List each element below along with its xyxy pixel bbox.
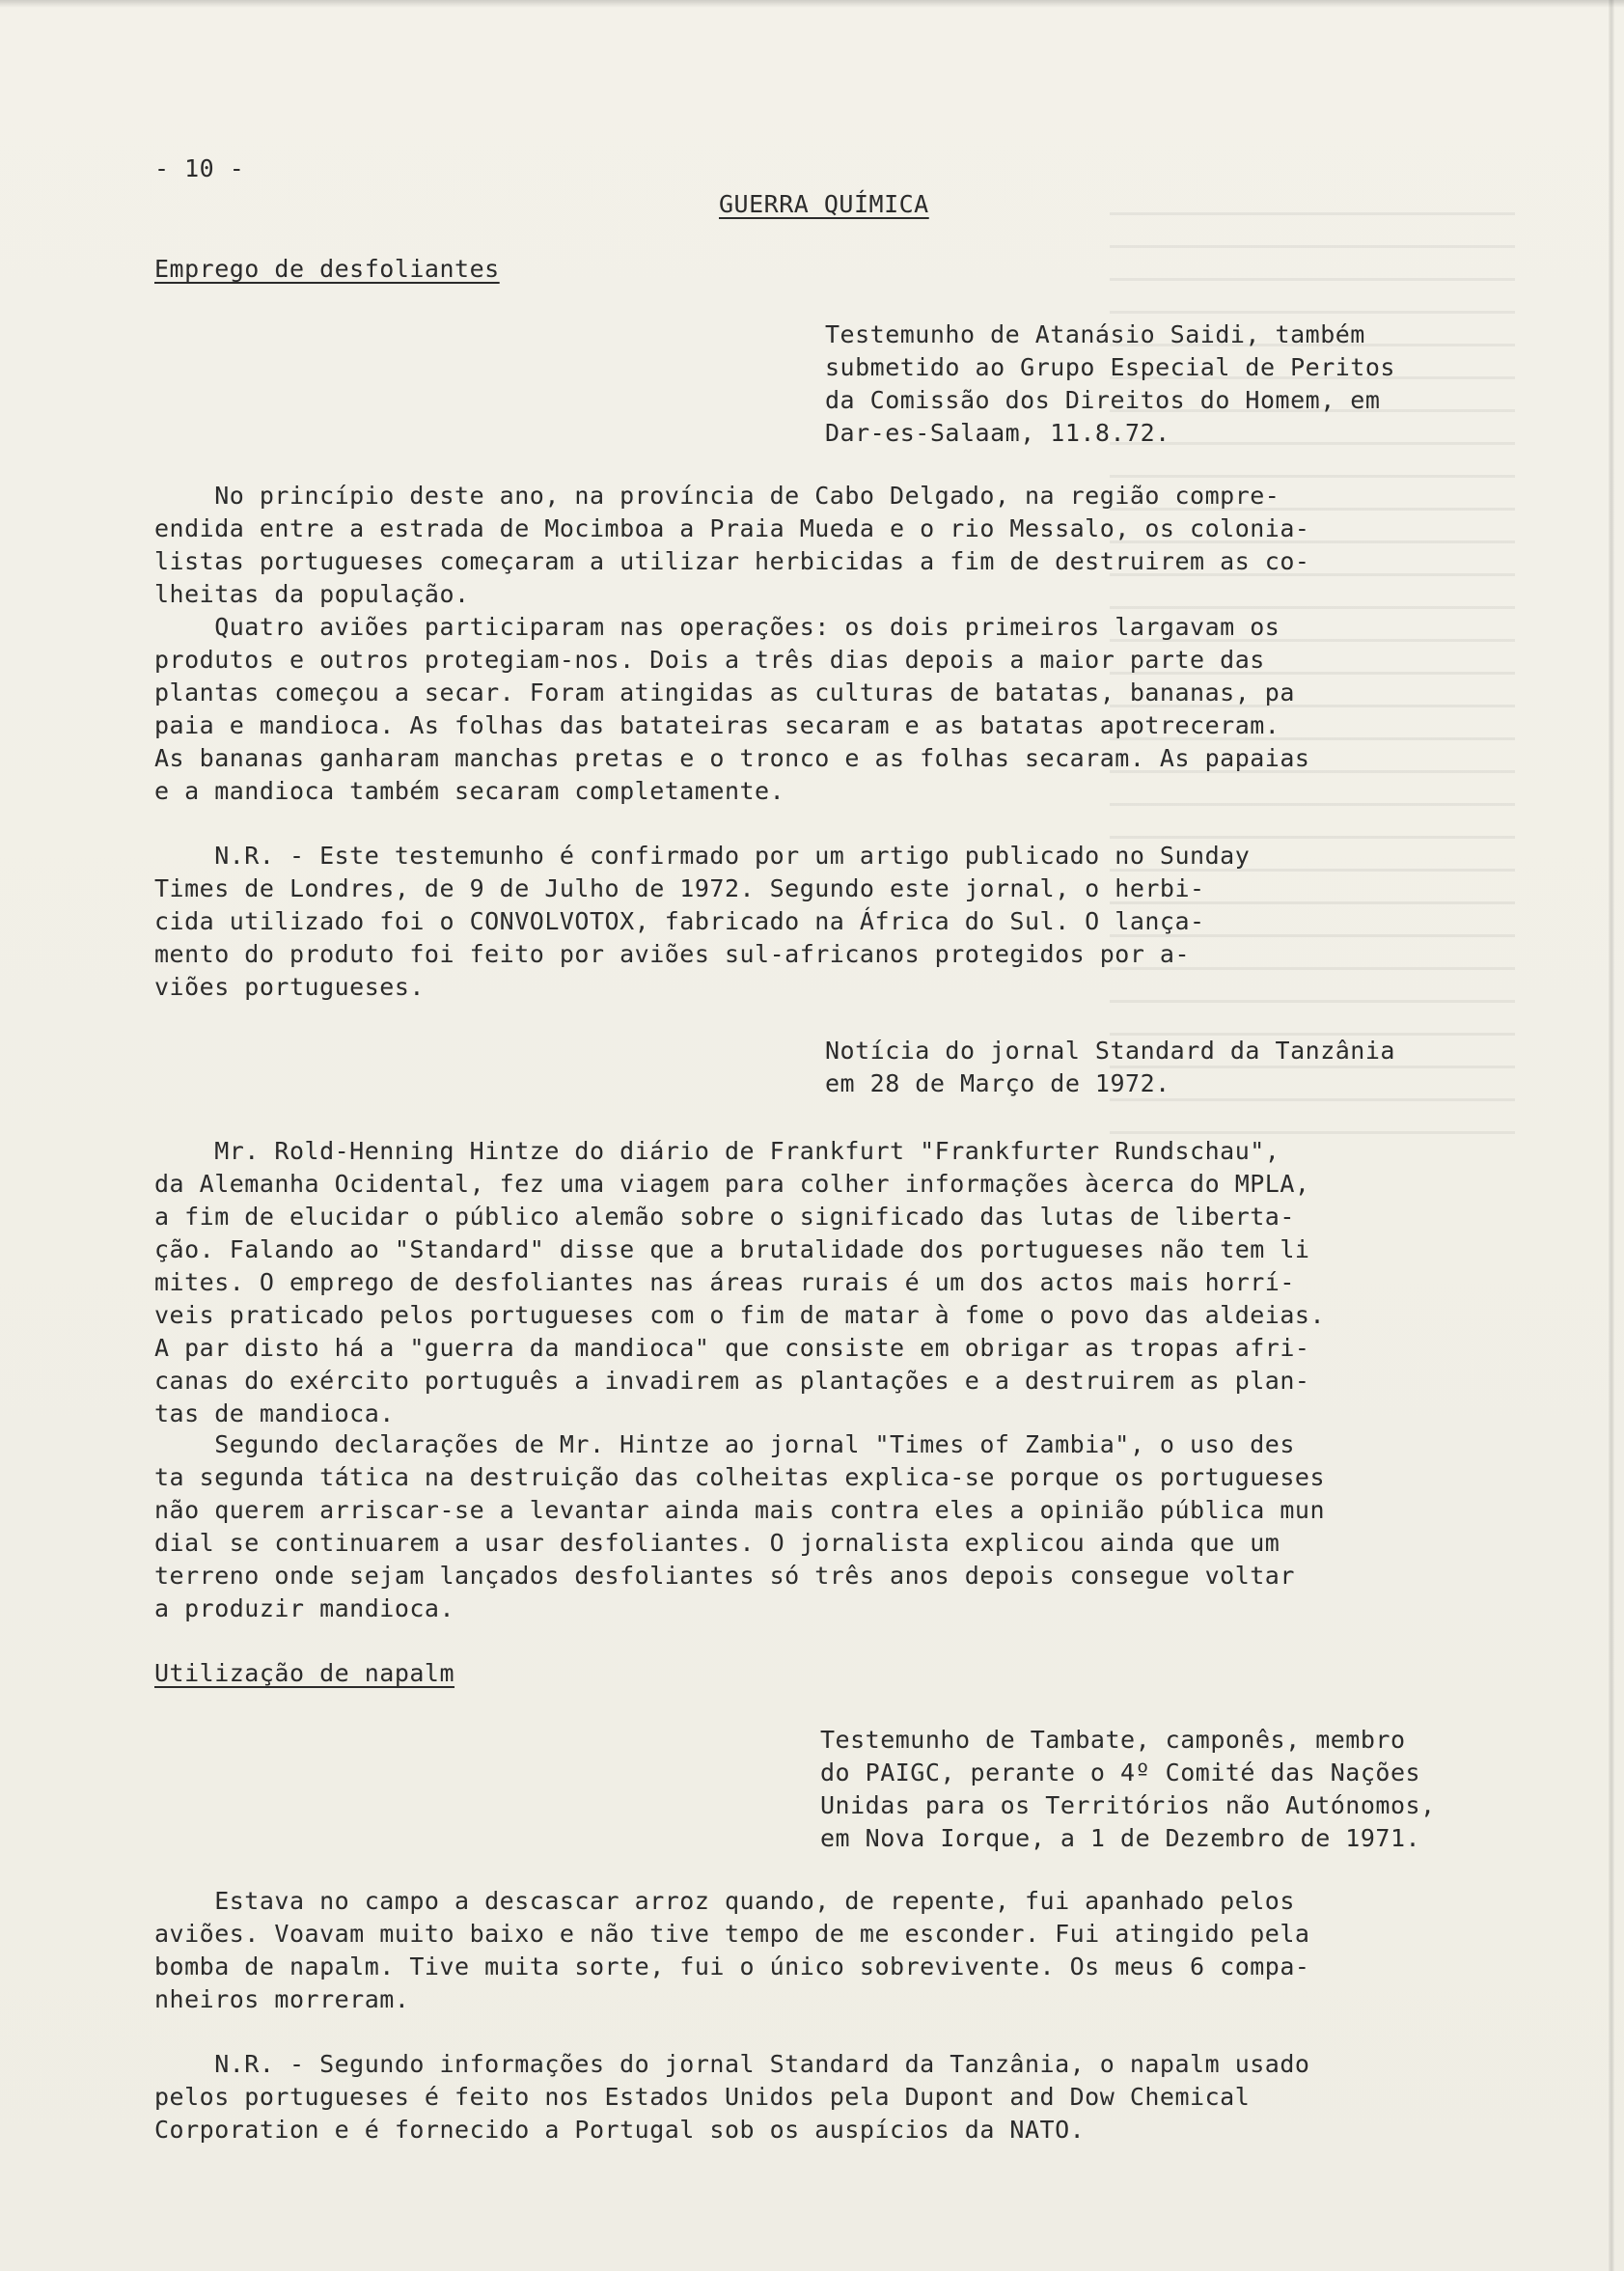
note-napalm-origin [154,2048,1309,2146]
testimony-line: do PAIGC, perante o 4º Comité das Nações [820,1759,1421,1786]
testimony-line: submetido ao Grupo Especial de Peritos [825,353,1395,381]
text-line: aviões. Voavam muito baixo e não tive tempo de me esconder. Fui atingido pela [154,1920,1310,1948]
text-line: Quatro aviões participaram nas operações: os dois primeiros largavam os [154,613,1280,641]
testimony-line: Dar-es-Salaam, 11.8.72. [825,419,1170,447]
page-top-edge [0,0,1624,8]
text-line: N.R. - Segundo informações do jornal Standard da Tanzânia, o napalm usado [154,2050,1310,2078]
text-line: endida entre a estrada de Mocimboa a Praia Mueda e o rio Messalo, os colonia- [154,514,1310,542]
text-line: cida utilizado foi o CONVOLVOTOX, fabricado na África do Sul. O lança- [154,907,1205,935]
text-line: terreno onde sejam lançados desfoliantes só três anos depois consegue voltar [154,1562,1295,1590]
text-line: não querem arriscar-se a levantar ainda mais contra eles a opinião pública mun [154,1496,1325,1524]
text-line: mites. O emprego de desfoliantes nas áreas rurais é um dos actos mais horrí- [154,1268,1295,1296]
text-line: Corporation e é fornecido a Portugal sob os auspícios da NATO. [154,2116,1086,2144]
text-line: a fim de elucidar o público alemão sobre o significado das lutas de liberta- [154,1203,1295,1231]
paragraph-napalm-witness [154,1885,1309,2016]
text-line: paia e mandioca. As folhas das batateiras secaram e as batatas apotreceram. [154,711,1280,739]
text-line: A par disto há a "guerra da mandioca" que consiste em obrigar as tropas afri- [154,1334,1310,1362]
text-line: Mr. Rold-Henning Hintze do diário de Frankfurt "Frankfurter Rundschau", [154,1137,1280,1165]
text-line: dial se continuarem a usar desfoliantes. O jornalista explicou ainda que um [154,1529,1280,1557]
text-line: Estava no campo a descascar arroz quando, de repente, fui apanhado pelos [154,1887,1295,1915]
testimony-line: da Comissão dos Direitos do Homem, em [825,386,1381,414]
text-line: viões portugueses. [154,973,425,1001]
text-line: em 28 de Março de 1972. [825,1069,1170,1097]
testimony-line: em Nova Iorque, a 1 de Dezembro de 1971. [820,1824,1421,1852]
testimony-line: Testemunho de Tambate, camponês, membro [820,1726,1406,1754]
text-line: a produzir mandioca. [154,1594,455,1622]
section-title: GUERRA QUÍMICA [719,190,929,218]
text-line: veis praticado pelos portugueses com o fim de matar à fome o povo das aldeias. [154,1301,1325,1329]
text-line: As bananas ganharam manchas pretas e o tronco e as folhas secaram. As papaias [154,744,1310,772]
text-line: e a mandioca também secaram completamente. [154,777,785,805]
text-line: N.R. - Este testemunho é confirmado por um artigo publicado no Sunday [154,842,1251,870]
text-line: Segundo declarações de Mr. Hintze ao jornal "Times of Zambia", o uso des [154,1430,1295,1458]
testimony-saidi [825,318,1395,450]
text-line: nheiros morreram. [154,1985,410,2013]
testimony-tambate [820,1724,1436,1855]
text-line: bomba de napalm. Tive muita sorte, fui o único sobrevivente. Os meus 6 compa- [154,1953,1310,1980]
paragraph-hintze [154,1135,1325,1430]
text-line: pelos portugueses é feito nos Estados Unidos pela Dupont and Dow Chemical [154,2083,1251,2111]
text-line: No princípio deste ano, na província de Cabo Delgado, na região compre- [154,482,1280,510]
text-line: ção. Falando ao "Standard" disse que a brutalidade dos portugueses não tem li [154,1235,1310,1263]
paragraph-times-of-zambia [154,1428,1325,1625]
text-line: produtos e outros protegiam-nos. Dois a três dias depois a maior parte das [154,646,1265,674]
subheading-desfoliantes: Emprego de desfoliantes [154,255,500,283]
testimony-line: Unidas para os Territórios não Autónomos, [820,1791,1436,1819]
text-line: listas portugueses começaram a utilizar herbicidas a fim de destruirem as co- [154,547,1310,575]
text-line: ta segunda tática na destruição das colheitas explica-se porque os portugueses [154,1463,1325,1491]
text-line: da Alemanha Ocidental, fez uma viagem para colher informações àcerca do MPLA, [154,1170,1310,1198]
text-line: lheitas da população. [154,580,470,608]
paragraph-cabo-delgado [154,480,1309,611]
text-line: tas de mandioca. [154,1399,395,1427]
news-source-standard [825,1035,1395,1100]
testimony-line: Testemunho de Atanásio Saidi, também [825,320,1365,348]
text-line: Times de Londres, de 9 de Julho de 1972. Segundo este jornal, o herbi- [154,874,1205,902]
text-line: Notícia do jornal Standard da Tanzânia [825,1037,1395,1065]
note-sunday-times [154,840,1250,1004]
text-line: mento do produto foi feito por aviões sul-africanos protegidos por a- [154,940,1191,968]
paragraph-avioes [154,611,1309,808]
page-number: - 10 - [154,154,245,182]
page-right-edge [1609,0,1614,2271]
text-line: plantas começou a secar. Foram atingidas as culturas de batatas, bananas, pa [154,679,1295,706]
text-line: canas do exército português a invadirem as plantações e a destruirem as plan- [154,1367,1310,1395]
subheading-napalm: Utilização de napalm [154,1659,455,1687]
